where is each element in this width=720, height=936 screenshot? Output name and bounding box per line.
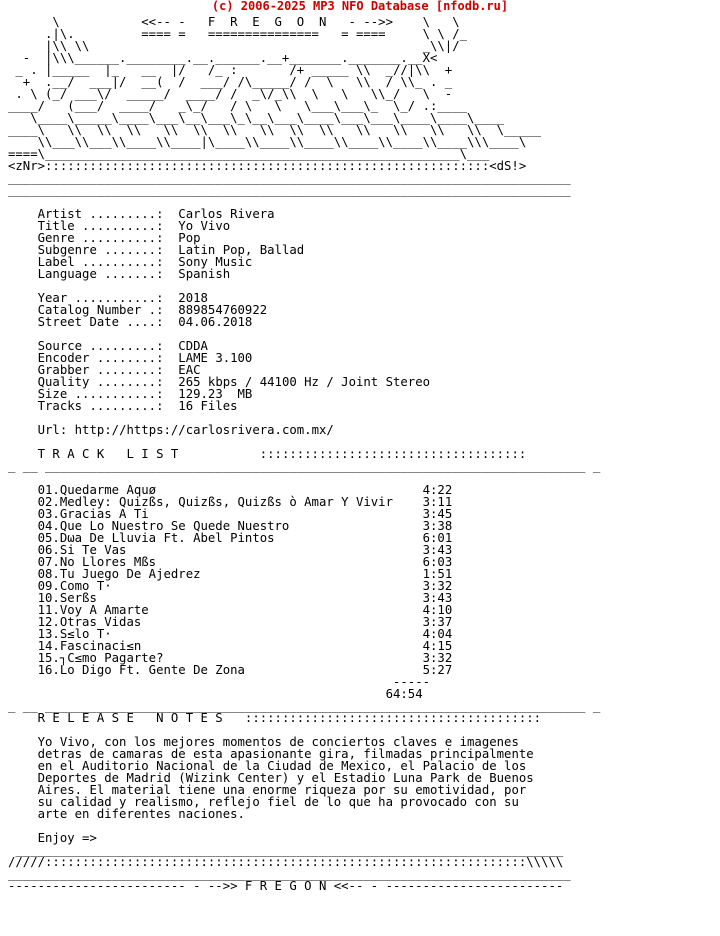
ascii-art-line: \____\_____\____\___\__\___\_\__\___\____\___\___\____\____\____	[8, 111, 505, 125]
ascii-art-line: |\\ \\ _\\|/	[8, 39, 460, 53]
info-value-source: CDDA	[178, 339, 208, 353]
ascii-art-line: + .__/ ___|/ __( / ___/ /\_____/ / \ \\ / \\_ . _	[8, 75, 453, 89]
track-name: 16.Lo Digo Ft. Gente De Zona	[37, 663, 245, 677]
ascii-art-line: ____________________________________________________________________________	[8, 183, 571, 197]
ascii-art-line: \\___\\___\\____\\____|\____\\____\\____\\____\\____\\____\\\____\	[8, 135, 527, 149]
track-total: 64:54	[385, 687, 423, 701]
track-name: 02.Medley: Quizßs, Quizßs, Quizßs ò Amar Y Vivir	[37, 495, 393, 509]
info-label: Encoder ........:	[37, 351, 164, 365]
info-label: Title ..........:	[37, 219, 164, 233]
notes-line: Deportes de Madrid (Wizink Center) y el Estadio Luna Park de Buenos	[37, 771, 534, 785]
track-time: 5:27	[422, 663, 453, 677]
ascii-art-line: ____/ (___/ ____/ _\_/ / \ \ \___\___\_ \_/ .:____	[8, 99, 468, 113]
notes-line: arte en diferentes naciones.	[37, 807, 245, 821]
track-name: 14.Fascinaci≤n	[37, 639, 142, 653]
notes-line: su calidad y realismo, reflejo fiel de lo que ha provocado con su	[37, 795, 519, 809]
info-label: Grabber ........:	[37, 363, 164, 377]
track-time: 1:51	[422, 567, 453, 581]
info-value-title: Yo Vivo	[178, 219, 231, 233]
track-time: 4:22	[422, 483, 453, 497]
info-label: Url:	[37, 423, 68, 437]
info-value-encoder: LAME 3.100	[178, 351, 253, 365]
track-time: 3:11	[422, 495, 453, 509]
track-name: 13.S≤lo T·	[37, 627, 112, 641]
footer-rule: __________________________________________________________________________	[15, 843, 564, 857]
info-language-row	[8, 268, 600, 280]
track-name: 08.Tu Juego De Ajedrez	[37, 567, 201, 581]
track-time: 3:43	[422, 591, 453, 605]
nfo-document	[8, 16, 600, 892]
info-label: Quality ........:	[37, 375, 164, 389]
track-name: 01.Quedarme Aquø	[37, 483, 157, 497]
notes-title: R E L E A S E N O T E S	[37, 711, 223, 725]
ascii-art-line: ====\________________________________________________________\___	[8, 147, 490, 161]
ascii-art-line: ____\ \\ \\ \\ \\ \\ \\ \\ \\ \\ \\ \\ \\ \\ \_____	[8, 123, 542, 137]
info-value-language: Spanish	[178, 267, 231, 281]
info-label: Language .......:	[37, 267, 164, 281]
ascii-art-line: .|\. ==== = =============== = ==== \ \ /_	[8, 27, 468, 41]
info-value-quality: 265 kbps / 44100 Hz / Joint Stereo	[178, 375, 431, 389]
footer-slashes: /////:::::::::::::::::::::::::::::::::::::::::::::::::::::::::::::::::\\\\\	[8, 855, 564, 869]
track-time: 6:01	[422, 531, 453, 545]
info-value-subgenre: Latin Pop, Ballad	[178, 243, 305, 257]
section-rule: _ __ _________________________________________________________________________ _	[8, 699, 601, 713]
info-label: Artist .........:	[37, 207, 164, 221]
track-time: 3:38	[422, 519, 453, 533]
tracklist-title: T R A C K L I S T	[37, 447, 179, 461]
info-label: Genre ..........:	[37, 231, 164, 245]
footer-signature: ------------------------ - -->> F R E G O N <<-- - ------------------------	[8, 879, 564, 893]
notes-line: detras de camaras de esta apasionante gira, filmadas principalmente	[37, 747, 534, 761]
track-name: 09.Como T·	[37, 579, 112, 593]
track-time: 4:15	[422, 639, 453, 653]
track-time: 3:32	[422, 651, 453, 665]
info-label: Tracks .........:	[37, 399, 164, 413]
info-value-url: http://https://carlosrivera.com.mx/	[74, 423, 334, 437]
info-label: Street Date ....:	[37, 315, 164, 329]
track-time: 6:03	[422, 555, 453, 569]
notes-line: en el Auditorio Nacional de la Ciudad de Mexico, el Palacio de los	[37, 759, 527, 773]
info-value-year: 2018	[178, 291, 208, 305]
section-rule: _ __ _________________________________________________________________________ _	[8, 459, 601, 473]
info-value-grabber: EAC	[178, 363, 201, 377]
notes-enjoy: Enjoy =>	[37, 831, 97, 845]
track-name: 04.Que Lo Nuestro Se Quede Nuestro	[37, 519, 290, 533]
track-name: 07.No Llores Mßs	[37, 555, 157, 569]
ascii-art-line: ____________________________________________________________________________	[8, 171, 571, 185]
info-street-row	[8, 316, 600, 328]
track-time: 3:43	[422, 543, 453, 557]
track-name: 03.Gracias A Ti	[37, 507, 149, 521]
track-name: 11.Voy A Amarte	[37, 603, 149, 617]
track-time: 4:10	[422, 603, 453, 617]
info-label: Catalog Number .:	[37, 303, 164, 317]
info-value-artist: Carlos Rivera	[178, 207, 275, 221]
track-name: 06.Si Te Vas	[37, 543, 127, 557]
info-value-catalog: 889854760922	[178, 303, 268, 317]
notes-line: Yo Vivo, con los mejores momentos de conciertos claves e imagenes	[37, 735, 519, 749]
info-label: Size ...........:	[37, 387, 164, 401]
ascii-art-line: _ . |_____ |_ __ |/ /_ : /+ _____ \\ _//|\\ +	[8, 63, 453, 77]
tracklist-header: T R A C K L I S T ::::::::::::::::::::::::::::::::::::	[37, 447, 527, 461]
notes-line: Aires. El material tiene una enorme riqueza por su emotividad, por	[37, 783, 527, 797]
info-label: Subgenre .......:	[37, 243, 164, 257]
site-banner: (c) 2006-2025 MP3 NFO Database [nfodb.ru]	[211, 0, 509, 13]
info-label: Year ...........:	[37, 291, 164, 305]
track-name: 10.Serßs	[37, 591, 97, 605]
info-value-genre: Pop	[178, 231, 201, 245]
track-time: 3:37	[422, 615, 453, 629]
info-label: Label ..........:	[37, 255, 164, 269]
info-tracks-row	[8, 400, 600, 412]
track-time: 4:04	[422, 627, 453, 641]
info-label: Source .........:	[37, 339, 164, 353]
ascii-art-line: <zNr>::::::::::::::::::::::::::::::::::::::::::::::::::::::::::::<dS!>	[8, 159, 527, 173]
info-value-street-date: 04.06.2018	[178, 315, 253, 329]
track-name: 12.Otras Vidas	[37, 615, 142, 629]
track-time: 3:32	[422, 579, 453, 593]
ascii-art-line: \ <<-- - F R E G O N - -->> \ \	[8, 15, 460, 29]
info-value-label: Sony Music	[178, 255, 253, 269]
ascii-art-line: - |\\\______.________.__.______.__+_______._______.__X<	[8, 51, 438, 65]
info-value-size: 129.23 MB	[178, 387, 253, 401]
track-time: 3:45	[422, 507, 453, 521]
info-value-tracks: 16 Files	[178, 399, 238, 413]
notes-header: R E L E A S E N O T E S ::::::::::::::::::::::::::::::::::::::::	[37, 711, 542, 725]
track-total-rule: -----	[392, 675, 431, 689]
track-name: 05.Dωa De Lluvia Ft. Abel Pintos	[37, 531, 275, 545]
info-url-row	[8, 424, 600, 436]
track-list	[8, 484, 600, 676]
footer-rule: ____________________________________________________________________________	[8, 867, 571, 881]
ascii-art-line: . \ (_/ ___\/ _____/ ____/ / _\/_\\ \ \ \\_/ \ -	[8, 87, 453, 101]
track-name: 15.┐C≤mo Pagarte?	[37, 651, 164, 665]
